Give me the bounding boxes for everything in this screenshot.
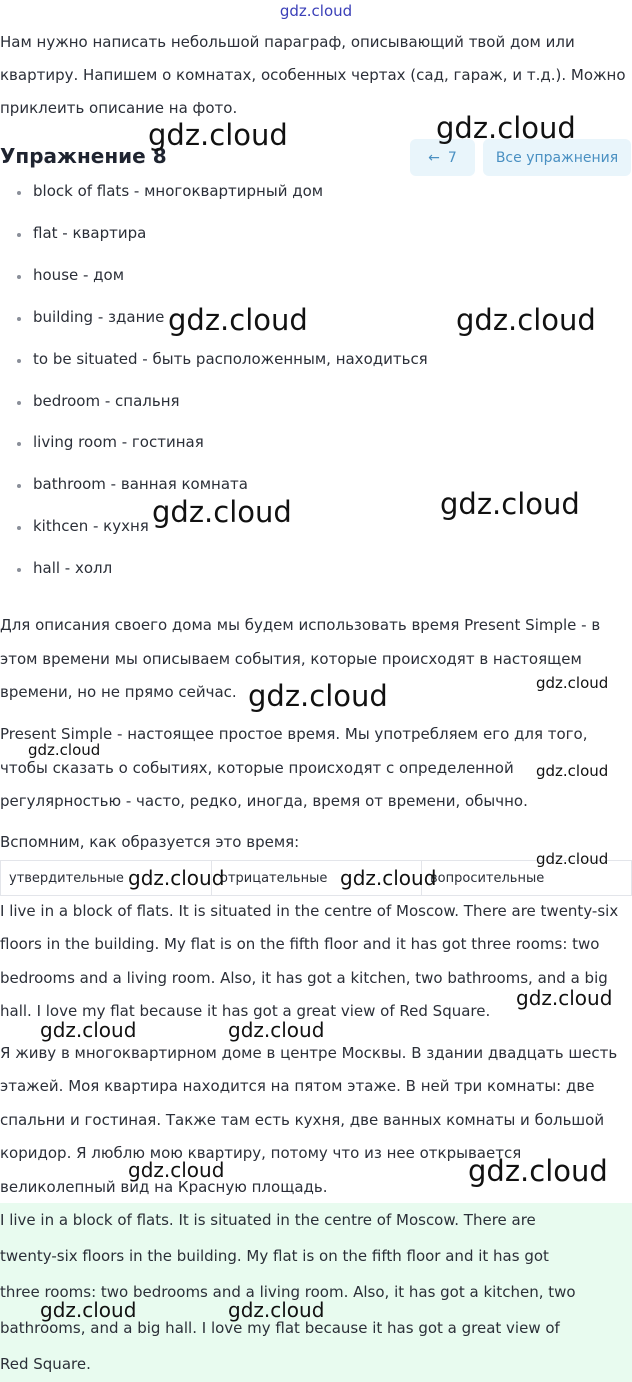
list-item-text: block of flats - многоквартирный дом bbox=[33, 182, 324, 200]
bullet-icon bbox=[17, 275, 21, 279]
watermark: gdz.cloud bbox=[340, 866, 437, 890]
paragraph-line: великолепный вид на Красную площадь. bbox=[0, 1178, 328, 1196]
watermark: gdz.cloud bbox=[536, 674, 609, 692]
list-item-text: bathroom - ванная комната bbox=[33, 475, 248, 493]
paragraph-line: Я живу в многоквартирном доме в центре Москвы. В здании двадцать шесть bbox=[0, 1044, 618, 1062]
list-item-text: bedroom - спальня bbox=[33, 392, 180, 410]
list-item-text: flat - квартира bbox=[33, 224, 147, 242]
paragraph-line: регулярностью - часто, редко, иногда, время от времени, обычно. bbox=[0, 792, 528, 810]
bullet-icon bbox=[17, 233, 21, 237]
watermark: gdz.cloud bbox=[456, 303, 596, 337]
tab-interrogative[interactable]: вопросительные bbox=[430, 870, 545, 886]
tab-affirmative[interactable]: утвердительные bbox=[1, 861, 212, 895]
paragraph-line: этажей. Моя квартира находится на пятом этаже. В ней три комнаты: две bbox=[0, 1077, 595, 1095]
paragraph-line: I live in a block of flats. It is situated in the centre of Moscow. There are twenty-six bbox=[0, 902, 619, 920]
paragraph-line: I live in a block of flats. It is situated in the centre of Moscow. There are bbox=[0, 1211, 536, 1229]
bullet-icon bbox=[17, 317, 21, 321]
bullet-icon bbox=[17, 484, 21, 488]
intro-line: Нам нужно написать небольшой параграф, описывающий твой дом или bbox=[0, 33, 575, 51]
paragraph-line: чтобы сказать о событиях, которые происходят с определенной bbox=[0, 759, 514, 777]
watermark: gdz.cloud bbox=[40, 1018, 137, 1042]
all-exercises-button[interactable]: Все упражнения bbox=[483, 139, 631, 176]
intro-line: приклеить описание на фото. bbox=[0, 99, 238, 117]
vocabulary-list bbox=[0, 180, 632, 586]
prev-exercise-label: 7 bbox=[447, 149, 457, 166]
answer-block bbox=[0, 1203, 632, 1382]
watermark: gdz.cloud bbox=[468, 1154, 608, 1188]
bullet-icon bbox=[17, 191, 21, 195]
list-item-text: building - здание bbox=[33, 308, 165, 326]
paragraph-line: этом времени мы описываем события, которые происходят в настоящем bbox=[0, 650, 582, 668]
paragraph-line: коридор. Я люблю мою квартиру, потому что из нее открывается bbox=[0, 1144, 522, 1162]
exercise-title: Упражнение 8 bbox=[0, 144, 167, 168]
paragraph-line: Для описания своего дома мы будем использовать время Present Simple - в bbox=[0, 616, 601, 634]
watermark: gdz.cloud bbox=[168, 303, 308, 337]
paragraph-line: three rooms: two bedrooms and a living room. Also, it has got a kitchen, two bbox=[0, 1283, 576, 1301]
watermark: gdz.cloud bbox=[228, 1298, 325, 1322]
bullet-icon bbox=[17, 401, 21, 405]
paragraph-line: Present Simple - настоящее простое время. Мы употребляем его для того, bbox=[0, 725, 588, 743]
watermark: gdz.cloud bbox=[536, 850, 609, 868]
paragraph-line: bedrooms and a living room. Also, it has got a kitchen, two bathrooms, and a big bbox=[0, 969, 608, 987]
watermark: gdz.cloud bbox=[248, 679, 388, 713]
paragraph-line: времени, но не прямо сейчас. bbox=[0, 683, 237, 701]
paragraph-line: floors in the building. My flat is on the fifth floor and it has got three rooms: two bbox=[0, 935, 600, 953]
list-item-text: living room - гостиная bbox=[33, 433, 204, 451]
arrow-left-icon: ← bbox=[428, 149, 440, 166]
watermark: gdz.cloud bbox=[40, 1298, 137, 1322]
watermark: gdz.cloud bbox=[128, 866, 225, 890]
top-watermark: gdz.cloud bbox=[279, 2, 353, 20]
intro-line: квартиру. Напишем о комнатах, особенных чертах (сад, гараж, и т.д.). Можно bbox=[0, 66, 626, 84]
paragraph-line: Red Square. bbox=[0, 1355, 91, 1373]
watermark: gdz.cloud bbox=[516, 986, 613, 1010]
watermark: gdz.cloud bbox=[128, 1158, 225, 1182]
watermark: gdz.cloud bbox=[536, 762, 609, 780]
watermark: gdz.cloud bbox=[28, 741, 101, 759]
bullet-icon bbox=[17, 526, 21, 530]
paragraph-line: спальни и гостиная. Также там есть кухня, две ванных комнаты и большой bbox=[0, 1111, 605, 1129]
watermark: gdz.cloud bbox=[148, 118, 288, 152]
list-item-text: to be situated - быть расположенным, находиться bbox=[33, 350, 428, 368]
watermark: gdz.cloud bbox=[436, 111, 576, 145]
bullet-icon bbox=[17, 359, 21, 363]
paragraph-line: bathrooms, and a big hall. I love my flat because it has got a great view of bbox=[0, 1319, 560, 1337]
bullet-icon bbox=[17, 568, 21, 572]
watermark: gdz.cloud bbox=[228, 1018, 325, 1042]
remember-text: Вспомним, как образуется это время: bbox=[0, 833, 300, 851]
tab-negative[interactable]: отрицательные bbox=[212, 861, 422, 895]
paragraph-line: hall. I love my flat because it has got a great view of Red Square. bbox=[0, 1002, 491, 1020]
list-item-text: house - дом bbox=[33, 266, 125, 284]
list-item-text: hall - холл bbox=[33, 559, 113, 577]
watermark: gdz.cloud bbox=[152, 495, 292, 529]
paragraph-line: twenty-six floors in the building. My flat is on the fifth floor and it has got bbox=[0, 1247, 549, 1265]
bullet-icon bbox=[17, 442, 21, 446]
list-item-text: kithcen - кухня bbox=[33, 517, 149, 535]
answer-text bbox=[0, 1203, 632, 1382]
watermark: gdz.cloud bbox=[440, 487, 580, 521]
